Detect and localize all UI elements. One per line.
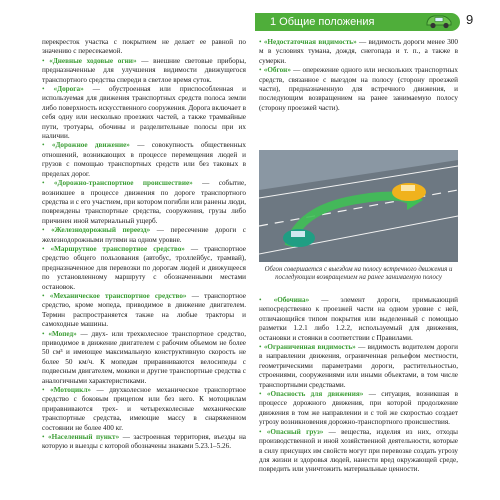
- bullet-icon: •: [42, 179, 54, 188]
- definition-text: — элемент дороги, примыкающий непосредственно к проезжей части на одном уровне с ней, отличающийся типом покрытия или выделенный с помощью разметки 1.2.1 либо 1.2.2, используемый для движения, остановки и стоянки в соответствии с Правилами.: [259, 296, 458, 342]
- definition-term: «Механическое транспортное средство»: [49, 291, 187, 300]
- definition-text: — двухколесное механическое транспортное средство с боковым прицепом или без него. К мотоциклам приравниваются трех- и четырехколесные механические транспортные средства, имеющие массу в снаряженном состоянии не более 400 кг.: [42, 386, 246, 432]
- section-title: 1 Общие положения: [270, 16, 375, 28]
- bullet-icon: •: [259, 427, 267, 436]
- car-icon: [424, 10, 454, 30]
- definition-term: «Опасность для движения»: [266, 390, 364, 399]
- definition-text: — совокупность общественных отношений, возникающих в процессе перемещения людей и грузов с помощью транспортных средств или без таковых в пределах дорог.: [42, 141, 246, 178]
- definition-term: «Дорога»: [53, 85, 84, 94]
- definition-text: — обустроенная или приспособленная и используемая для движения транспортных средств полоса земли либо поверхность искусственного сооружения. Дорога включает в себя одну или несколько проезжих частей, а также трамвайные пути, тротуары, обочины и разделительные полосы при их наличии.: [42, 85, 246, 141]
- definition-paragraph: [259, 38, 458, 66]
- definition-text: — двух- или трехколесное транспортное средство, приводимое в движение двигателем с рабочим объемом не более 50 см³ и имеющее максимальную конструктивную скорость не более 50 км/ч. К мопедам приравниваются велосипеды с подвесным двигателем, мокики и другие транспортные средства с аналогичными характеристиками.: [42, 329, 246, 385]
- definition-term: «Населенный пункт»: [48, 433, 120, 442]
- bullet-icon: •: [42, 386, 51, 395]
- definition-text: перекресток участка с покрытием не делает ее равной по значению с пересекаемой.: [42, 38, 246, 56]
- definition-paragraph: [42, 38, 246, 57]
- definition-text: — застроенная территория, въезды на которую и выезды с которой обозначены знаками 5.23.1–5.26.: [42, 433, 246, 451]
- bullet-icon: •: [42, 244, 51, 253]
- definition-paragraph: [259, 66, 458, 113]
- bullet-icon: •: [259, 38, 264, 46]
- definition-paragraph: [42, 226, 246, 245]
- definition-paragraph: [259, 428, 458, 475]
- overtaking-illustration: [259, 150, 458, 262]
- definition-text: — вещества, изделия из них, отходы производственной и иной хозяйственной деятельности, которые в силу присущих им свойств могут при перевозке создать угрозу для жизни и здоровья людей, нанести вред окружающей среде, повредить или уничтожить материальные ценности.: [259, 427, 458, 474]
- definition-paragraph: [42, 245, 246, 292]
- right-column-top: [259, 38, 458, 113]
- left-column: [42, 38, 246, 452]
- definition-paragraph: [42, 292, 246, 330]
- definition-term: «Опасный груз»: [266, 427, 324, 436]
- bullet-icon: •: [259, 66, 264, 75]
- definition-text: — опережение одного или нескольких транспортных средств, связанное с выездом на полосу (сторону проезжей части), предназначенную для встречного движения, и последующим возвращением на ранее занимаемую полосу (сторону проезжей части).: [259, 66, 458, 112]
- definition-text: — видимость дороги менее 300 м в условиях тумана, дождя, снегопада и т. п., а также в сумерки.: [259, 38, 458, 65]
- bullet-icon: •: [42, 85, 54, 94]
- definition-term: «Маршрутное транспортное средство»: [50, 244, 185, 253]
- bullet-icon: •: [42, 56, 50, 65]
- definition-paragraph: [42, 141, 246, 179]
- definition-text: — ситуация, возникшая в процессе дорожного движения, при которой продолжение движения в том же направлении и с той же скоростью создает угрозу возникновения дорожно-транспортного происшествия.: [259, 390, 458, 427]
- bullet-icon: •: [42, 329, 49, 338]
- definition-text: — пересечение дороги с железнодорожными путями на одном уровне.: [42, 226, 246, 244]
- definition-term: «Недостаточная видимость»: [263, 38, 357, 46]
- definition-text: — событие, возникшее в процессе движения по дороге транспортного средства и с его участием, при котором погибли или ранены люди, повреждены транспортные средства, сооружения, грузы либо причинен иной материальный ущерб.: [42, 179, 246, 225]
- definition-text: — транспортное средство общего пользования (автобус, троллейбус, трамвай), предназначенное для перевозки по дорогам людей и движущееся по установленному маршруту с обозначенными местами остановок.: [42, 244, 246, 291]
- illustration-caption: Обгон совершается с выездом на полосу встречного движения и последующим возвращением на ранее занимаемую полосу: [264, 266, 453, 282]
- definition-paragraph: [42, 330, 246, 386]
- definition-text: — внешние световые приборы, предназначенные для улучшения видимости движущегося транспортного средства спереди в светлое время суток.: [42, 56, 246, 84]
- bullet-icon: •: [42, 291, 50, 300]
- bullet-icon: •: [42, 433, 49, 442]
- page-number: 9: [466, 12, 474, 27]
- definition-term: «Дневные ходовые огни»: [49, 56, 137, 65]
- bullet-icon: •: [42, 141, 52, 150]
- right-column-bottom: [259, 296, 458, 475]
- bullet-icon: •: [259, 343, 264, 352]
- definition-paragraph: [259, 296, 458, 343]
- green-car: [283, 229, 315, 247]
- definition-term: «Дорожно-транспортное происшествие»: [53, 179, 193, 188]
- definition-paragraph: [42, 57, 246, 85]
- definition-term: «Обочина»: [273, 296, 310, 304]
- definition-text: — видимость водителем дороги в направлении движения, ограниченная рельефом местности, геометрическими параметрами дороги, растительностью, строениями, сооружениями или иными объектами, в том числе транспортными средствами.: [259, 343, 458, 389]
- bullet-icon: •: [42, 226, 52, 235]
- definition-paragraph: [42, 179, 246, 226]
- definition-term: «Ограниченная видимость»: [263, 343, 356, 352]
- definition-paragraph: [42, 433, 246, 452]
- definition-text: — транспортное средство, кроме мопеда, приводимое в движение двигателем. Термин распространяется также на любые тракторы и самоходные машины.: [42, 291, 246, 329]
- definition-term: «Дорожное движение»: [51, 141, 130, 150]
- definition-term: «Обгон»: [263, 66, 291, 75]
- definition-paragraph: [259, 390, 458, 428]
- definition-paragraph: [42, 85, 246, 141]
- bullet-icon: •: [259, 390, 267, 399]
- yellow-car: [392, 183, 426, 201]
- bullet-icon: •: [259, 296, 274, 304]
- definition-term: «Мопед»: [48, 329, 77, 338]
- definition-paragraph: [42, 386, 246, 433]
- definition-term: «Железнодорожный переезд»: [51, 226, 151, 235]
- definition-paragraph: [259, 343, 458, 390]
- definition-term: «Мотоцикл»: [50, 386, 91, 395]
